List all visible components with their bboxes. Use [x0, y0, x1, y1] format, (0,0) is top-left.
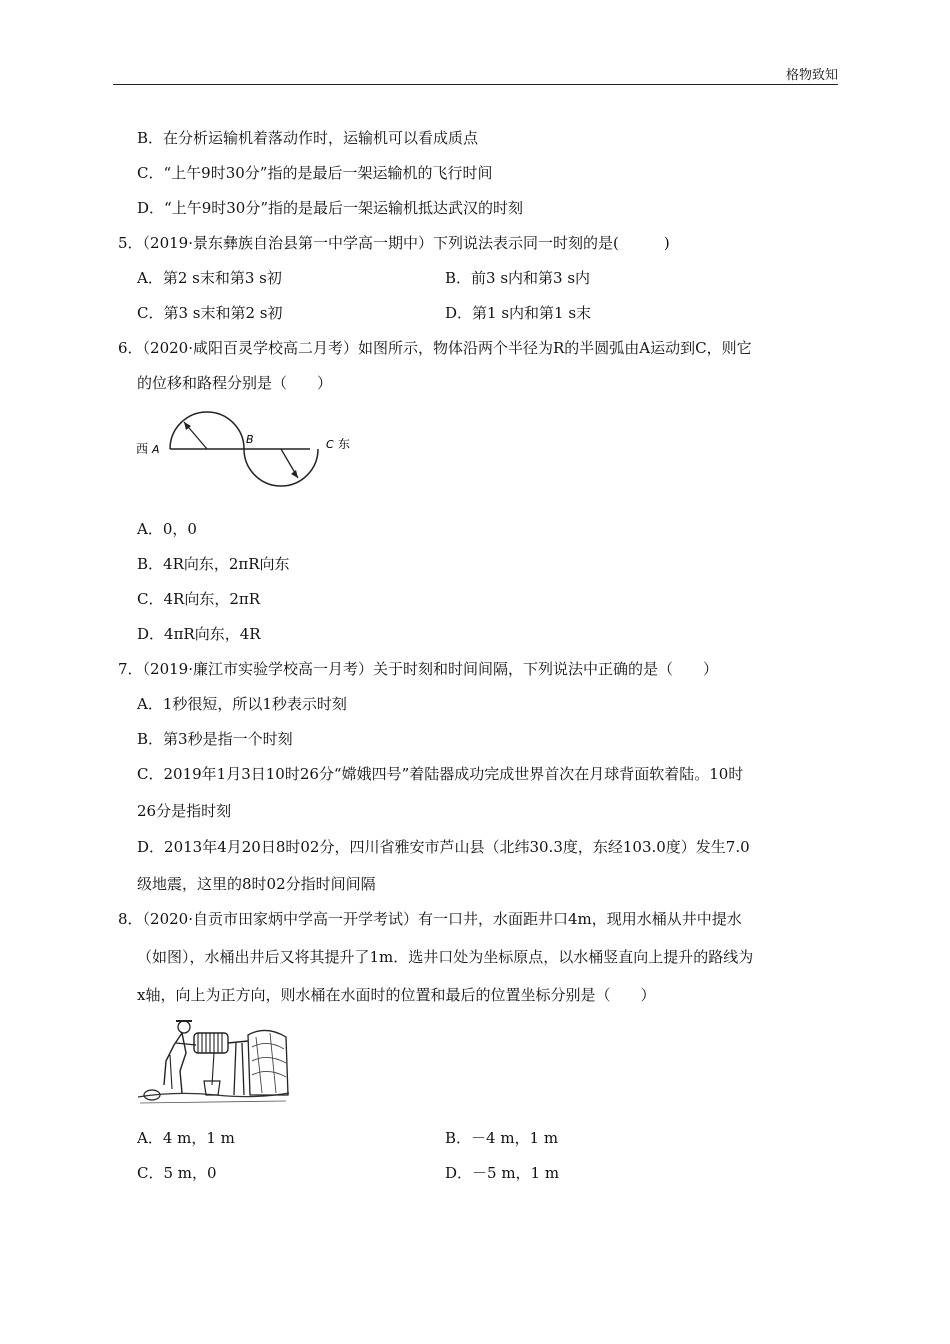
label-a: A	[152, 443, 160, 456]
q6-option-d: D．4πR向东，4R	[137, 625, 261, 643]
q5-option-d: D．第1 s内和第1 s末	[445, 304, 592, 322]
q4-option-d: D．“上午9时30分”指的是最后一架运输机抵达武汉的时刻	[137, 199, 523, 217]
header-rule	[113, 84, 838, 85]
q7-option-d-cont: 级地震，这里的8时02分指时间间隔	[137, 875, 376, 893]
q4-option-b: B．在分析运输机着落动作时，运输机可以看成质点	[137, 129, 479, 147]
well-illustration	[136, 1015, 291, 1107]
q5-stem: （2019·景东彝族自治县第一中学高一期中）下列说法表示同一时刻的是( )	[142, 234, 670, 252]
q5-number: 5．	[118, 234, 143, 252]
q8-option-a: A．4 m，1 m	[137, 1129, 235, 1147]
q7-stem: （2019·廉江市实验学校高一月考）关于时刻和时间间隔，下列说法中正确的是（ ）	[142, 660, 718, 678]
header-brand: 格物致知	[785, 68, 838, 83]
q6-stem: （2020·咸阳百灵学校高二月考）如图所示，物体沿两个半径为R的半圆弧由A运动到C，则它	[142, 339, 752, 357]
label-west: 西	[136, 442, 149, 456]
q5-option-c: C．第3 s末和第2 s初	[137, 304, 283, 322]
q8-option-c: C．5 m，0	[137, 1164, 217, 1182]
q6-stem-cont: 的位移和路程分别是（ ）	[137, 374, 333, 392]
q6-number: 6．	[118, 339, 143, 357]
label-c: C	[326, 438, 334, 451]
q5-option-b: B．前3 s内和第3 s内	[445, 269, 591, 287]
q7-option-c-cont: 26分是指时刻	[137, 802, 232, 820]
q8-number: 8．	[118, 910, 143, 928]
q8-stem-cont-2: x轴，向上为正方向，则水桶在水面时的位置和最后的位置坐标分别是（ ）	[137, 986, 656, 1004]
q7-option-d: D．2013年4月20日8时02分，四川省雅安市芦山县（北纬30.3度，东经103.0度）发生7.0	[137, 838, 750, 856]
q7-question	[118, 659, 718, 679]
q8-stem-cont-1: （如图），水桶出井后又将其提升了1m．选井口处为坐标原点，以水桶竖直向上提升的路线为	[137, 948, 754, 966]
semicircle-diagram	[130, 405, 360, 490]
q7-number: 7．	[118, 660, 143, 678]
q5-option-a: A．第2 s末和第3 s初	[137, 269, 282, 287]
label-east: 东	[338, 437, 351, 451]
q6-option-a: A．0，0	[137, 520, 197, 538]
q8-option-b: B．－4 m，1 m	[445, 1129, 559, 1147]
q4-option-c: C．“上午9时30分”指的是最后一架运输机的飞行时间	[137, 164, 493, 182]
q8-question	[118, 909, 742, 929]
q6-option-b: B．4R向东，2πR向东	[137, 555, 290, 573]
label-b: B	[246, 433, 254, 446]
q7-option-b: B．第3秒是指一个时刻	[137, 730, 293, 748]
q6-question	[118, 338, 752, 358]
q7-option-a: A．1秒很短，所以1秒表示时刻	[137, 695, 347, 713]
q6-option-c: C．4R向东，2πR	[137, 590, 261, 608]
q5-question	[118, 233, 670, 253]
q7-option-c: C．2019年1月3日10时26分“嫦娥四号”着陆器成功完成世界首次在月球背面软着陆。10时	[137, 765, 744, 783]
q8-stem: （2020·自贡市田家炳中学高一开学考试）有一口井，水面距井口4m，现用水桶从井中提水	[142, 910, 742, 928]
q8-option-d: D．－5 m，1 m	[445, 1164, 560, 1182]
